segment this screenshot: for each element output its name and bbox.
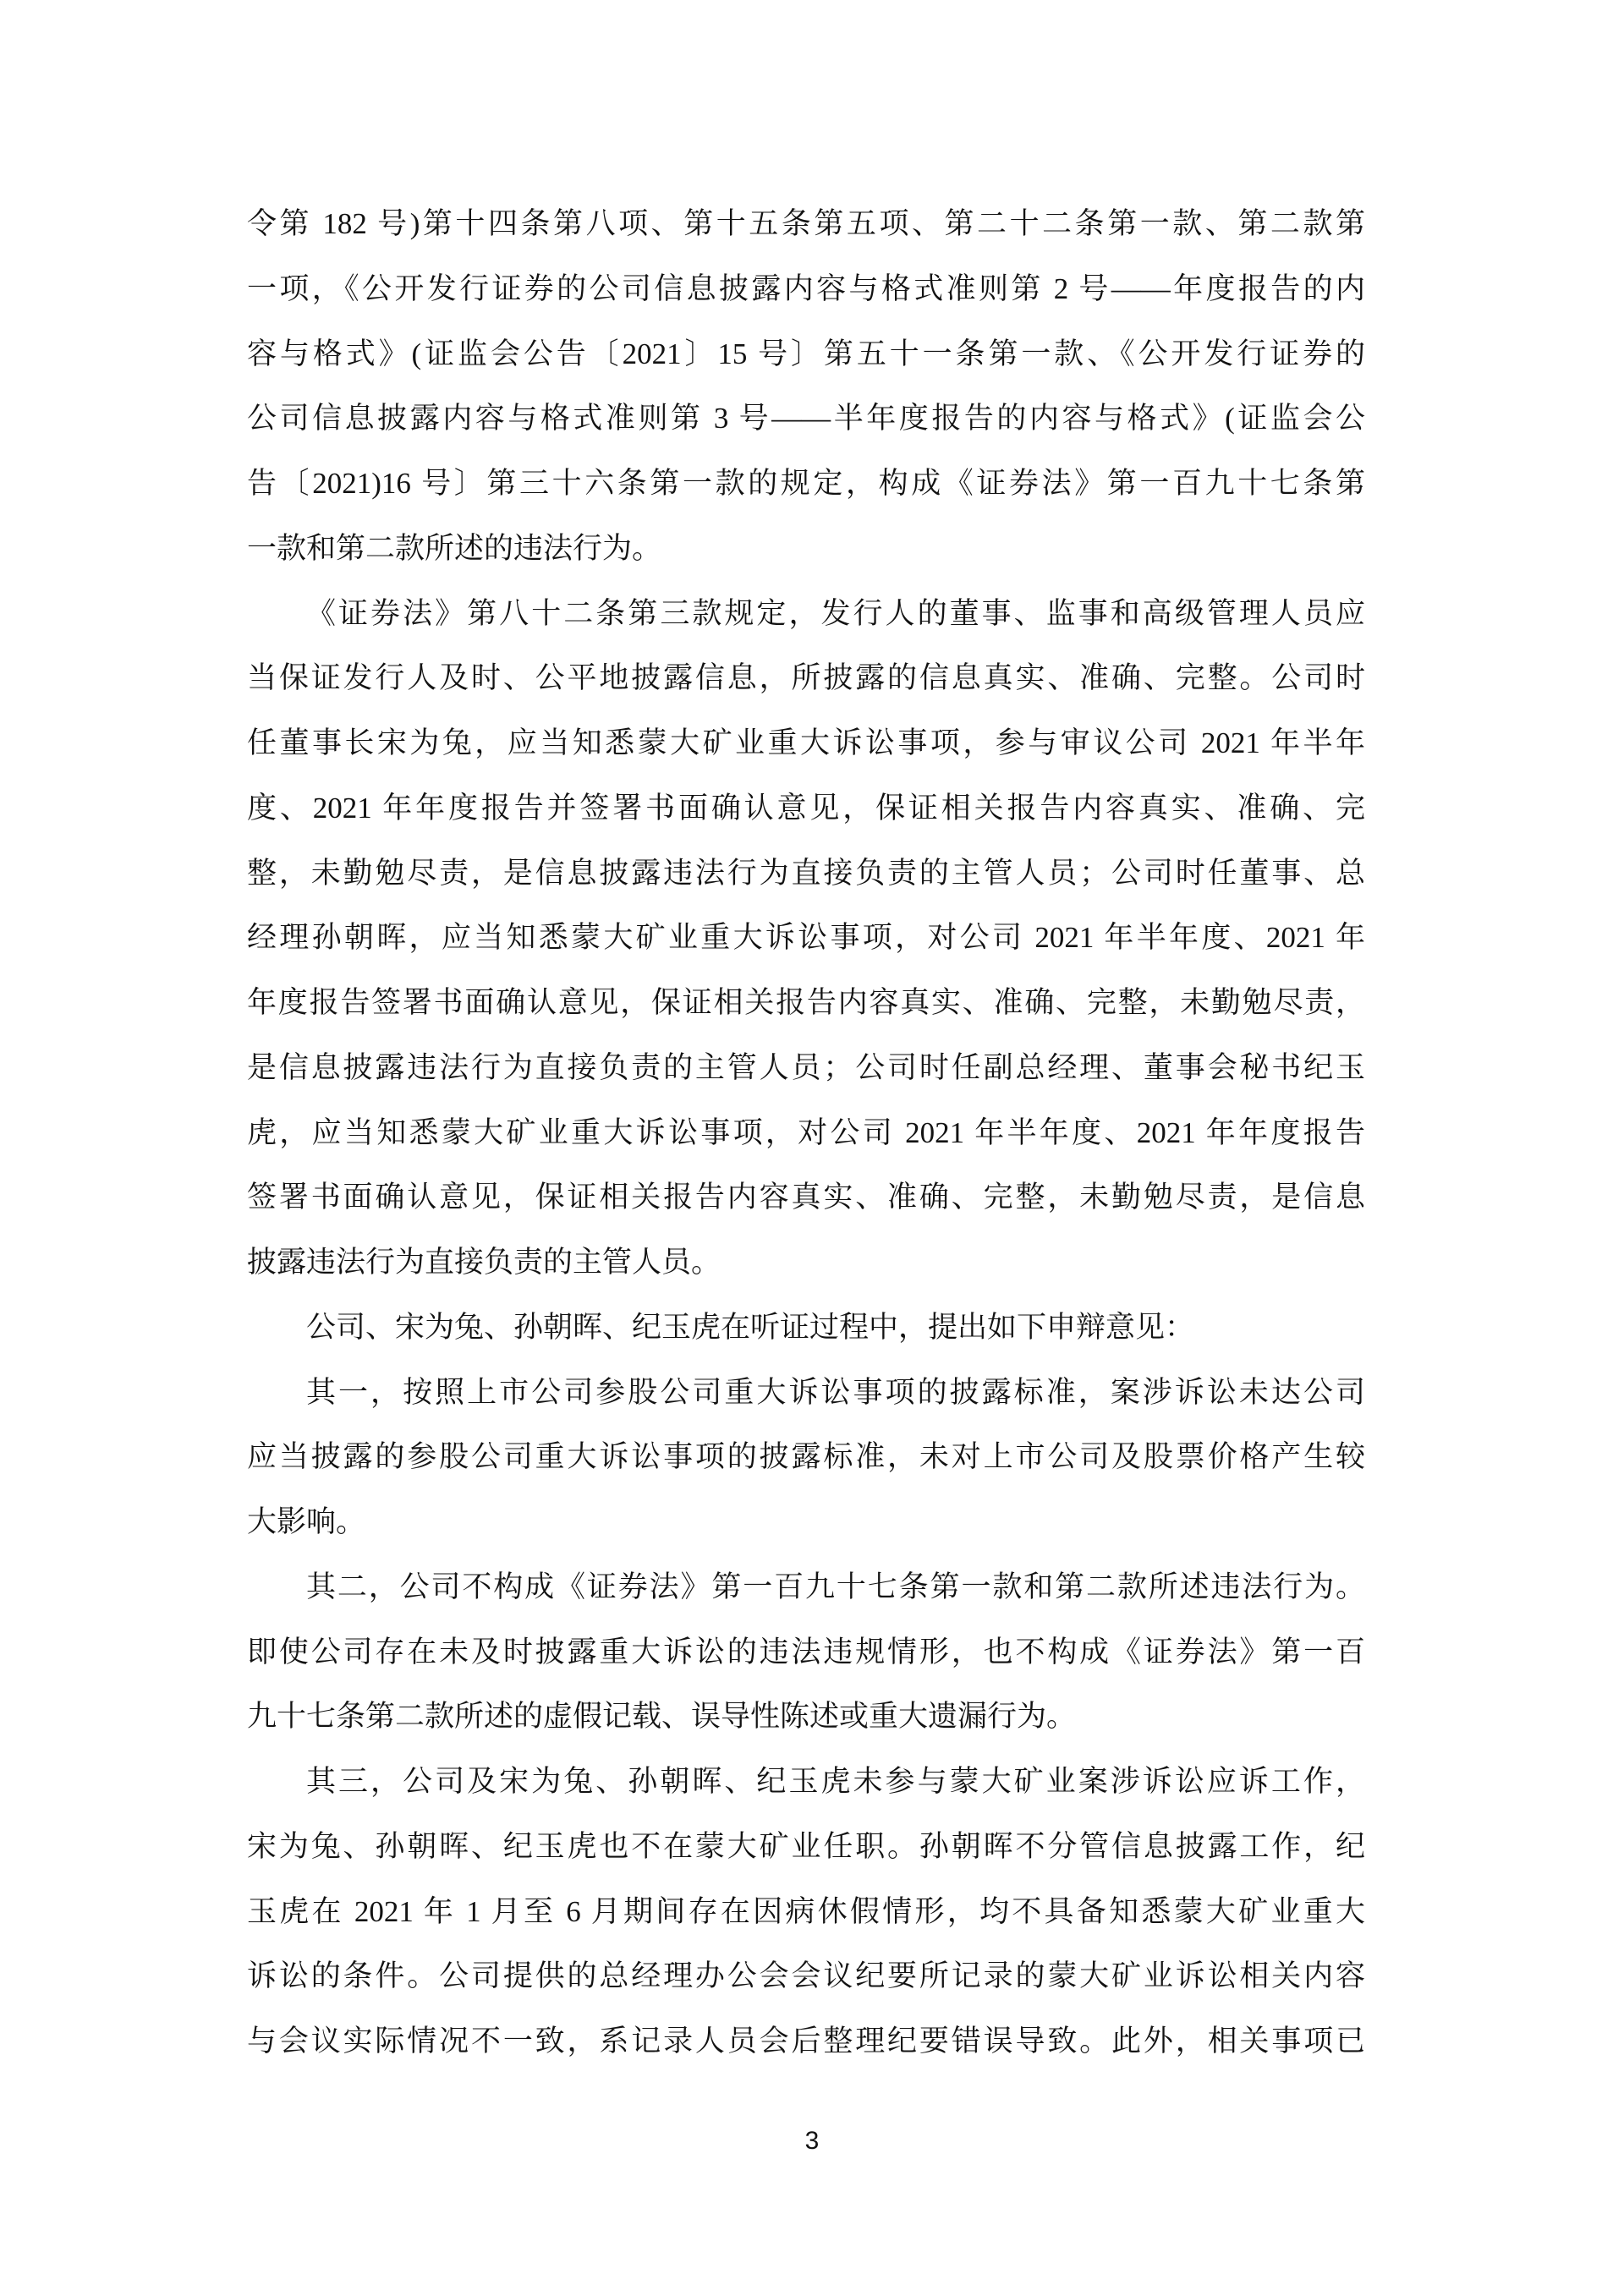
text-line: 其三，公司及宋为兔、孙朝晖、纪玉虎未参与蒙大矿业案涉诉讼应诉工作， (306, 1765, 1365, 1798)
page-number: 3 (804, 2127, 820, 2155)
text-line: 告〔2021)16 号〕第三十六条第一款的规定，构成《证券法》第一百九十七条第 (247, 467, 1365, 500)
text-line: 《证券法》第八十二条第三款规定，发行人的董事、监事和高级管理人员应 (306, 596, 1365, 630)
text-line: 年度报告签署书面确认意见，保证相关报告内容真实、准确、完整，未勤勉尽责， (247, 986, 1365, 1019)
text-line: 公司信息披露内容与格式准则第 3 号——半年度报告的内容与格式》(证监会公 (247, 402, 1365, 436)
text-line: 签署书面确认意见，保证相关报告内容真实、准确、完整，未勤勉尽责，是信息 (247, 1181, 1365, 1214)
text-line: 九十七条第二款所述的虚假记载、误导性陈述或重大遗漏行为。 (247, 1700, 1077, 1734)
text-line: 经理孙朝晖，应当知悉蒙大矿业重大诉讼事项，对公司 2021 年半年度、2021 年 (247, 921, 1365, 955)
text-line: 当保证发行人及时、公平地披露信息，所披露的信息真实、准确、完整。公司时 (247, 661, 1365, 695)
text-line: 即使公司存在未及时披露重大诉讼的违法违规情形，也不构成《证券法》第一百 (247, 1635, 1365, 1669)
text-line: 令第 182 号)第十四条第八项、第十五条第五项、第二十二条第一款、第二款第 (247, 207, 1365, 240)
text-line: 应当披露的参股公司重大诉讼事项的披露标准，未对上市公司及股票价格产生较 (247, 1440, 1365, 1474)
text-line: 任董事长宋为兔，应当知悉蒙大矿业重大诉讼事项，参与审议公司 2021 年半年 (247, 726, 1365, 759)
text-block (247, 192, 1365, 2074)
text-line: 大影响。 (247, 1505, 366, 1538)
text-line: 公司、宋为兔、孙朝晖、纪玉虎在听证过程中，提出如下申辩意见： (306, 1310, 1195, 1344)
text-line: 整，未勤勉尽责，是信息披露违法行为直接负责的主管人员；公司时任董事、总 (247, 856, 1365, 890)
text-line: 诉讼的条件。公司提供的总经理办公会会议纪要所记录的蒙大矿业诉讼相关内容 (247, 1959, 1365, 1993)
text-line: 容与格式》(证监会公告〔2021〕15 号〕第五十一条第一款、《公开发行证券的 (247, 337, 1365, 370)
text-line: 度、2021 年年度报告并签署书面确认意见，保证相关报告内容真实、准确、完 (247, 791, 1365, 825)
text-line: 宋为兔、孙朝晖、纪玉虎也不在蒙大矿业任职。孙朝晖不分管信息披露工作，纪 (247, 1829, 1365, 1863)
text-line: 虎，应当知悉蒙大矿业重大诉讼事项，对公司 2021 年半年度、2021 年年度报告 (247, 1115, 1365, 1149)
text-line: 其一，按照上市公司参股公司重大诉讼事项的披露标准，案涉诉讼未达公司 (306, 1375, 1365, 1409)
text-line: 是信息披露违法行为直接负责的主管人员；公司时任副总经理、董事会秘书纪玉 (247, 1050, 1365, 1084)
text-line: 披露违法行为直接负责的主管人员。 (247, 1246, 721, 1279)
text-line: 一项，《公开发行证券的公司信息披露内容与格式准则第 2 号——年度报告的内 (247, 271, 1365, 305)
text-line: 一款和第二款所述的违法行为。 (247, 531, 662, 565)
text-line: 玉虎在 2021 年 1 月至 6 月期间存在因病休假情形，均不具备知悉蒙大矿业重大 (247, 1894, 1365, 1928)
text-line: 与会议实际情况不一致，系记录人员会后整理纪要错误导致。此外，相关事项已 (247, 2025, 1365, 2058)
text-line: 其二，公司不构成《证券法》第一百九十七条第一款和第二款所述违法行为。 (306, 1570, 1365, 1603)
